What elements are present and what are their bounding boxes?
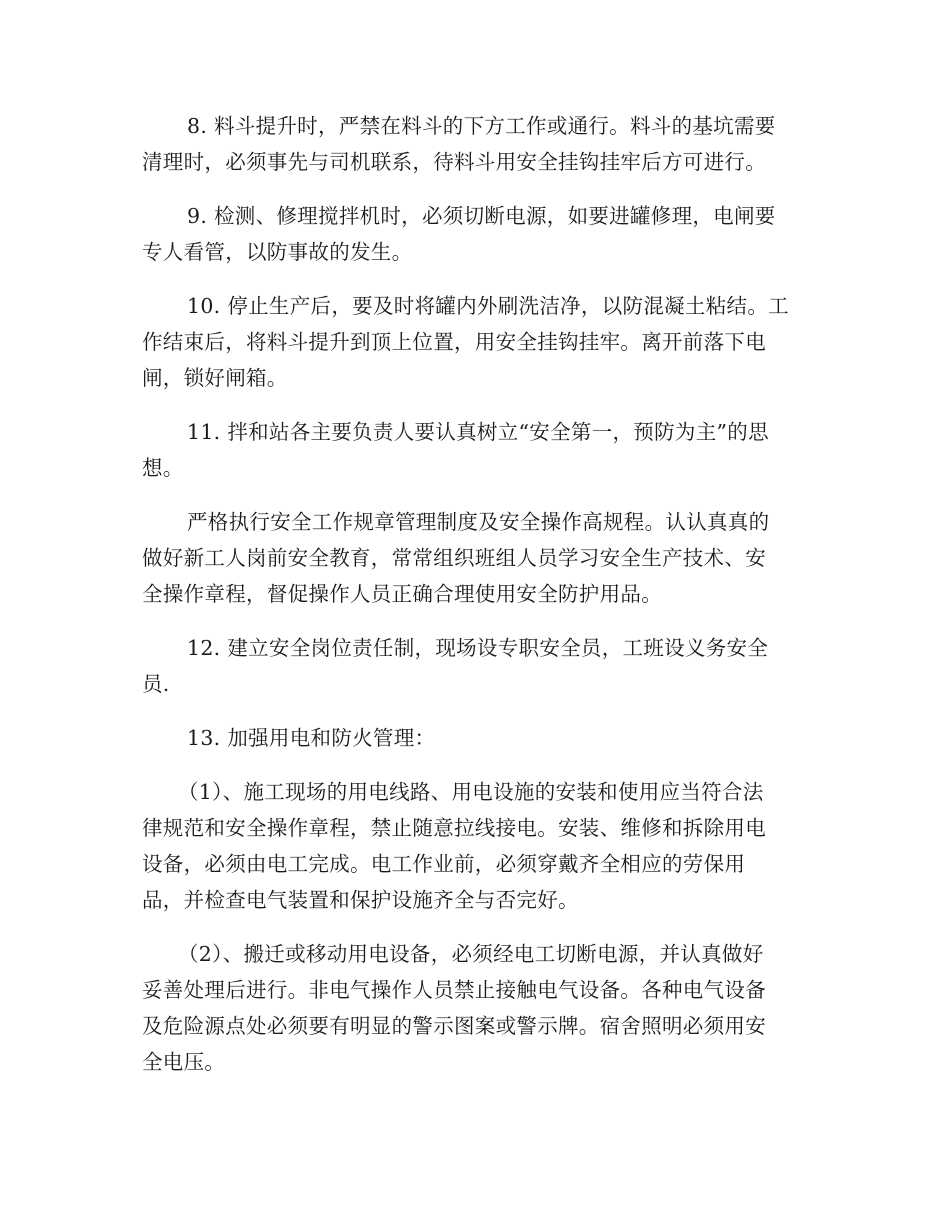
paragraph-line: 律规范和安全操作章程，禁止随意拉线接电。安装、维修和拆除用电	[142, 816, 766, 840]
paragraph-line: 10. 停止生产后，要及时将罐内外刷洗洁净，以防混凝土粘结。工	[187, 294, 789, 318]
paragraph-line: 及危险源点处必须要有明显的警示图案或警示牌。宿舍照明必须用安	[142, 1014, 766, 1038]
paragraph-item-12	[142, 630, 768, 702]
paragraph-line: （2）、搬迁或移动用电设备，必须经电工切断电源，并认真做好	[178, 942, 764, 966]
paragraph-line: 全电压。	[142, 1050, 226, 1074]
paragraph-subitem-2	[142, 936, 766, 1080]
paragraph-line: 12. 建立安全岗位责任制，现场设专职安全员，工班设义务安全	[187, 636, 769, 660]
paragraph-item-9	[142, 198, 776, 270]
paragraph-item-8	[142, 108, 776, 180]
paragraph-line: （1）、施工现场的用电线路、用电设施的安装和使用应当符合法	[178, 780, 764, 804]
paragraph-item-13	[142, 720, 435, 756]
paragraph-line: 严格执行安全工作规章管理制度及安全操作高规程。认认真真的	[187, 510, 770, 534]
paragraph-line: 作结束后，将料斗提升到顶上位置，用安全挂钩挂牢。离开前落下电	[142, 330, 766, 354]
paragraph-line: 想。	[142, 456, 184, 480]
paragraph-line: 清理时，必须事先与司机联系，待料斗用安全挂钩挂牢后方可进行。	[142, 150, 766, 174]
paragraph-line: 11. 拌和站各主要负责人要认真树立“安全第一，预防为主”的思	[187, 420, 769, 444]
paragraph-line: 设备，必须由电工完成。电工作业前，必须穿戴齐全相应的劳保用	[142, 852, 746, 876]
paragraph-item-10	[142, 288, 789, 396]
paragraph-item-11	[142, 414, 769, 486]
paragraph-line: 8. 料斗提升时，严禁在料斗的下方工作或通行。料斗的基坑需要	[187, 114, 776, 138]
paragraph-line: 做好新工人岗前安全教育，常常组织班组人员学习安全生产技术、安	[142, 546, 766, 570]
paragraph-line: 9. 检测、修理搅拌机时，必须切断电源，如要进罐修理，电闸要	[187, 204, 776, 228]
paragraph-line: 专人看管，以防事故的发生。	[142, 240, 413, 264]
paragraph-line: 全操作章程，督促操作人员正确合理使用安全防护用品。	[142, 582, 662, 606]
paragraph-safety-rules	[142, 504, 769, 612]
paragraph-line: 13. 加强用电和防火管理：	[187, 726, 436, 750]
paragraph-subitem-1	[142, 774, 766, 918]
paragraph-line: 品，并检查电气装置和保护设施齐全与否完好。	[142, 888, 579, 912]
paragraph-line: 员.	[142, 672, 170, 696]
paragraph-line: 闸，锁好闸箱。	[142, 366, 288, 390]
paragraph-line: 妥善处理后进行。非电气操作人员禁止接触电气设备。各种电气设备	[142, 978, 766, 1002]
